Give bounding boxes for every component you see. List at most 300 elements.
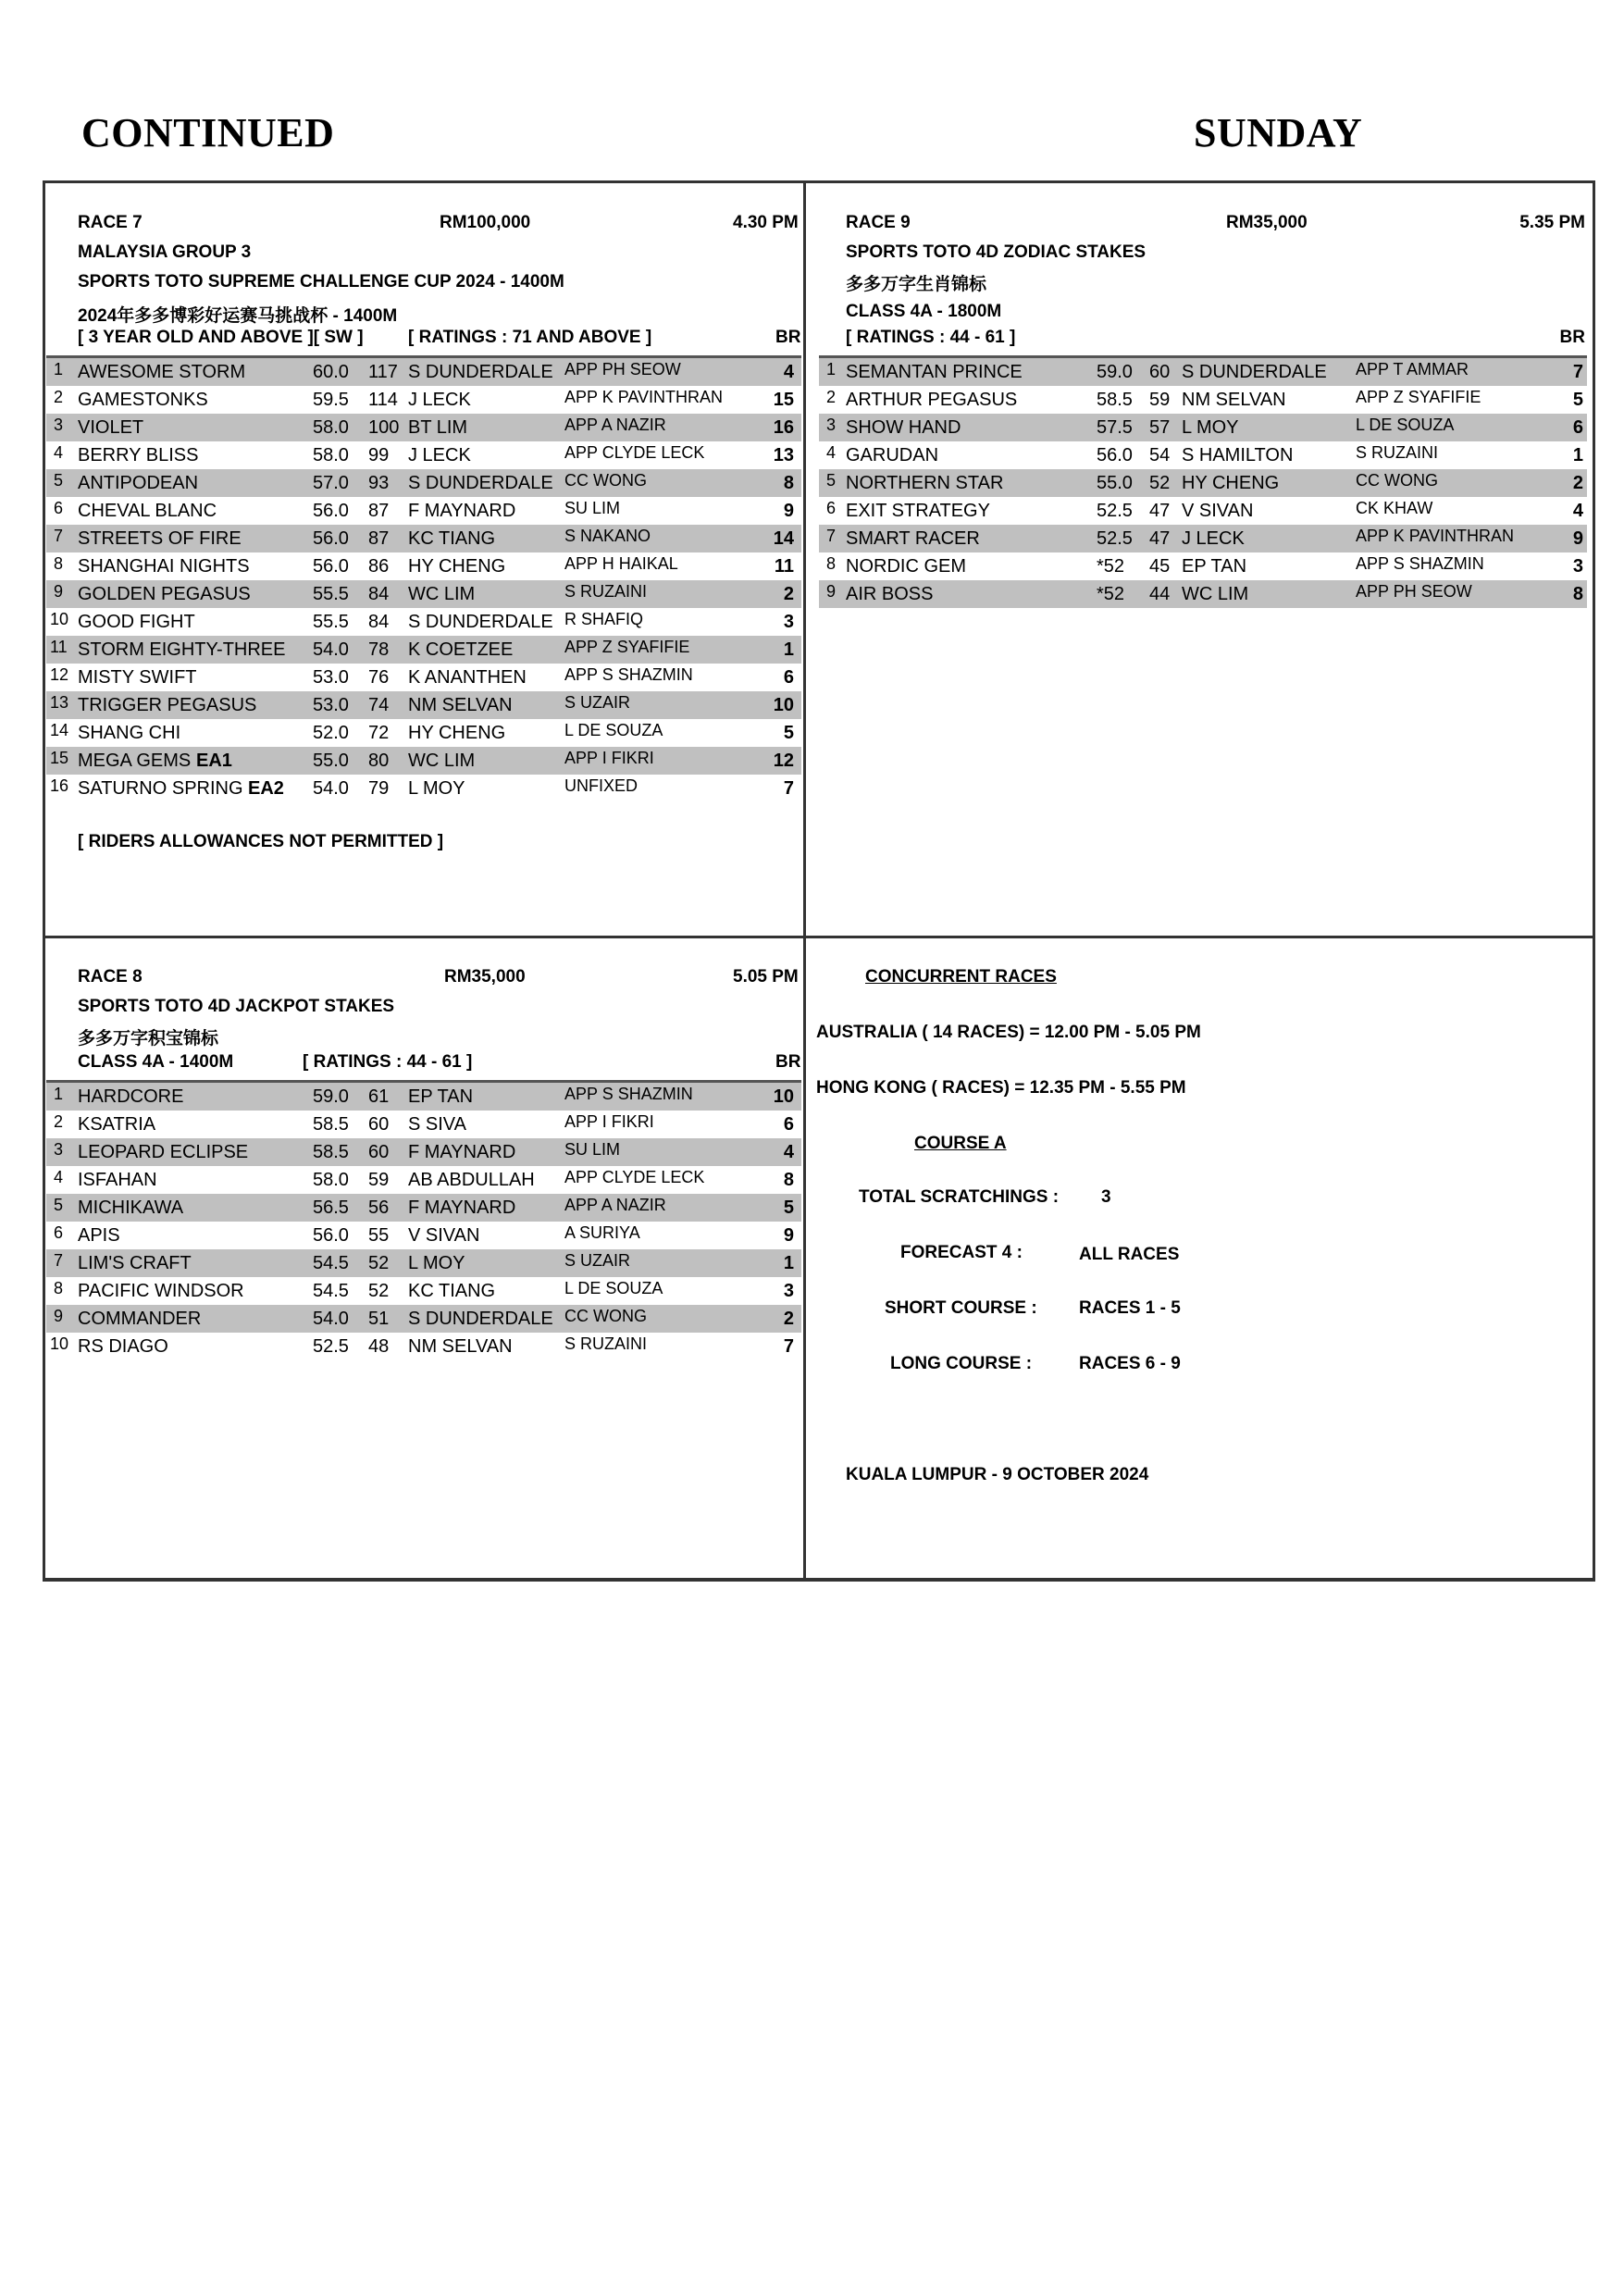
riders-allowance-note: [ RIDERS ALLOWANCES NOT PERMITTED ] — [78, 832, 444, 851]
horse-name: GAMESTONKS — [78, 390, 208, 410]
barrier: 5 — [783, 723, 794, 743]
jockey: EP TAN — [408, 1086, 474, 1107]
horse-number: 14 — [50, 721, 69, 739]
horse-number: 2 — [826, 388, 837, 406]
rating: 56 — [368, 1198, 390, 1218]
horse-name: NORDIC GEM — [846, 556, 966, 577]
rating: 99 — [368, 445, 390, 465]
weight: 60.0 — [313, 362, 349, 382]
column-divider — [803, 180, 806, 1582]
jockey: AB ABDULLAH — [408, 1170, 535, 1190]
horse-name: SHANG CHI — [78, 723, 181, 743]
total-scratchings-value: 3 — [1101, 1187, 1111, 1207]
jockey: KC TIANG — [408, 1281, 496, 1301]
jockey: WC LIM — [408, 751, 476, 771]
race-grade: MALAYSIA GROUP 3 — [78, 242, 252, 262]
jockey: K COETZEE — [408, 639, 514, 660]
horse-number: 16 — [50, 776, 69, 795]
rating: 74 — [368, 695, 390, 715]
rating: 60 — [368, 1142, 390, 1162]
trainer: APP CLYDE LECK — [564, 443, 705, 462]
horse-name: STREETS OF FIRE — [78, 528, 242, 549]
horse-number: 9 — [826, 582, 837, 601]
weight: 58.0 — [313, 417, 349, 438]
race-ratings: [ RATINGS : 44 - 61 ] — [846, 328, 1016, 347]
total-scratchings-label: TOTAL SCRATCHINGS : — [859, 1187, 1060, 1207]
race-name-chinese: 2024年多多博彩好运赛马挑战杯 - 1400M — [78, 306, 398, 326]
horse-number: 3 — [54, 1140, 64, 1159]
entry-row — [46, 691, 801, 719]
horse-number: 11 — [50, 638, 68, 656]
horse-number: 1 — [826, 360, 837, 379]
rating: 54 — [1149, 445, 1171, 465]
jockey: EP TAN — [1182, 556, 1247, 577]
weight: 55.5 — [313, 584, 349, 604]
jockey: S DUNDERDALE — [408, 612, 553, 632]
horse-name: STORM EIGHTY-THREE — [78, 639, 286, 660]
horse-number: 12 — [50, 665, 69, 684]
rating: 45 — [1149, 556, 1171, 577]
emergency-acceptor: EA2 — [248, 778, 284, 799]
horse-name: SHANGHAI NIGHTS — [78, 556, 250, 577]
short-course-label: SHORT COURSE : — [885, 1298, 1037, 1318]
trainer: APP A NAZIR — [564, 1196, 666, 1214]
header-day: SUNDAY — [1194, 110, 1363, 155]
entry-row — [46, 1305, 801, 1333]
trainer: APP PH SEOW — [564, 360, 681, 379]
race-9-panel — [819, 213, 1587, 608]
barrier: 3 — [1572, 556, 1583, 577]
entry-row — [46, 1249, 801, 1277]
emergency-acceptor: EA1 — [196, 751, 232, 771]
jockey: NM SELVAN — [408, 1336, 513, 1357]
rating: 47 — [1149, 528, 1171, 549]
barrier: 4 — [783, 362, 794, 382]
horse-number: 10 — [50, 1334, 69, 1353]
entry-row — [46, 747, 801, 775]
race-number: RACE 8 — [78, 967, 143, 987]
trainer: CK KHAW — [1356, 499, 1433, 517]
race-time: 5.35 PM — [1519, 213, 1585, 232]
weight: 56.0 — [313, 556, 349, 577]
horse-number: 7 — [54, 527, 64, 545]
weight: 52.5 — [1097, 528, 1133, 549]
entry-row — [46, 1111, 801, 1138]
trainer: S UZAIR — [564, 693, 631, 712]
weight: 54.5 — [313, 1281, 349, 1301]
race-name-chinese: 多多万字生肖锦标 — [846, 275, 987, 294]
barrier: 8 — [1572, 584, 1583, 604]
horse-name: TRIGGER PEGASUS — [78, 695, 257, 715]
trainer: APP T AMMAR — [1356, 360, 1469, 379]
entry-row — [819, 414, 1587, 441]
race-class: CLASS 4A - 1800M — [846, 302, 1002, 321]
rating: 79 — [368, 778, 390, 799]
race-ratings: [ RATINGS : 44 - 61 ] — [303, 1052, 473, 1072]
jockey: S DUNDERDALE — [1182, 362, 1327, 382]
trainer: L DE SOUZA — [564, 1279, 663, 1297]
barrier: 2 — [783, 1309, 794, 1329]
jockey: S DUNDERDALE — [408, 1309, 553, 1329]
weight: 58.0 — [313, 1170, 349, 1190]
trainer: L DE SOUZA — [564, 721, 663, 739]
forecast-label: FORECAST 4 : — [900, 1243, 1023, 1262]
horse-number: 5 — [54, 471, 64, 490]
horse-name: EXIT STRATEGY — [846, 501, 990, 521]
trainer: CC WONG — [1356, 471, 1438, 490]
barrier-header: BR — [775, 328, 801, 347]
horse-name: LEOPARD ECLIPSE — [78, 1142, 249, 1162]
horse-name: ANTIPODEAN — [78, 473, 199, 493]
jockey: L MOY — [408, 778, 465, 799]
trainer: CC WONG — [564, 1307, 647, 1325]
jockey: F MAYNARD — [408, 1198, 516, 1218]
race-time: 4.30 PM — [733, 213, 799, 232]
concurrent-races-title: CONCURRENT RACES — [865, 967, 1057, 987]
horse-name: SMART RACER — [846, 528, 980, 549]
barrier: 9 — [783, 1225, 794, 1246]
horse-number: 4 — [54, 1168, 64, 1186]
horse-number: 5 — [826, 471, 837, 490]
entry-row — [46, 1277, 801, 1305]
trainer: S RUZAINI — [564, 1334, 648, 1353]
barrier: 1 — [1572, 445, 1583, 465]
trainer: S NAKANO — [564, 527, 651, 545]
concurrent-hongkong: HONG KONG ( RACES) = 12.35 PM - 5.55 PM — [816, 1078, 1186, 1098]
jockey: HY CHENG — [408, 556, 506, 577]
barrier-header: BR — [775, 1052, 801, 1072]
jockey: V SIVAN — [408, 1225, 480, 1246]
entry-row — [46, 441, 801, 469]
forecast-value: ALL RACES — [1079, 1245, 1180, 1264]
rating: 100 — [368, 417, 400, 438]
race-7-panel — [46, 213, 801, 852]
rating: 55 — [368, 1225, 390, 1246]
jockey: J LECK — [1182, 528, 1245, 549]
barrier: 15 — [773, 390, 794, 410]
horse-name: SATURNO SPRING — [78, 778, 243, 799]
rating: 52 — [368, 1281, 390, 1301]
entry-row — [819, 441, 1587, 469]
entry-row — [819, 525, 1587, 552]
trainer: APP S SHAZMIN — [1356, 554, 1484, 573]
horse-number: 6 — [54, 499, 64, 517]
jockey: L MOY — [1182, 417, 1239, 438]
jockey: NM SELVAN — [408, 695, 513, 715]
barrier: 7 — [783, 1336, 794, 1357]
barrier: 5 — [783, 1198, 794, 1218]
jockey: WC LIM — [1182, 584, 1249, 604]
rating: 52 — [368, 1253, 390, 1273]
course-label: COURSE A — [914, 1134, 1007, 1153]
horse-number: 10 — [50, 610, 69, 628]
horse-name: GARUDAN — [846, 445, 939, 465]
entry-row — [46, 552, 801, 580]
weight: 55.0 — [313, 751, 349, 771]
jockey: K ANANTHEN — [408, 667, 527, 688]
weight: 55.0 — [1097, 473, 1133, 493]
race-ratings: [ RATINGS : 71 AND ABOVE ] — [408, 328, 652, 347]
trainer: APP I FIKRI — [564, 1112, 654, 1131]
horse-name: MEGA GEMS — [78, 751, 192, 771]
horse-name: HARDCORE — [78, 1086, 184, 1107]
trainer: APP K PAVINTHRAN — [564, 388, 724, 406]
rating: 61 — [368, 1086, 390, 1107]
weight: 56.0 — [1097, 445, 1133, 465]
barrier: 8 — [783, 1170, 794, 1190]
rating: 87 — [368, 528, 390, 549]
entry-row — [46, 414, 801, 441]
race-name: SPORTS TOTO SUPREME CHALLENGE CUP 2024 - 1400M — [78, 272, 564, 292]
horse-name: NORTHERN STAR — [846, 473, 1004, 493]
barrier: 14 — [773, 528, 794, 549]
horse-number: 9 — [54, 582, 64, 601]
weight: 54.0 — [313, 778, 349, 799]
rating: 86 — [368, 556, 390, 577]
long-course-label: LONG COURSE : — [890, 1354, 1033, 1373]
race-prize: RM35,000 — [1226, 213, 1308, 232]
rating: 52 — [1149, 473, 1171, 493]
trainer: A SURIYA — [564, 1223, 640, 1242]
jockey: F MAYNARD — [408, 501, 516, 521]
jockey: BT LIM — [408, 417, 468, 438]
weight: 56.0 — [313, 501, 349, 521]
weight: 56.5 — [313, 1198, 349, 1218]
trainer: APP H HAIKAL — [564, 554, 678, 573]
weight: 58.5 — [313, 1114, 349, 1135]
weight: 59.0 — [1097, 362, 1133, 382]
race-prize: RM100,000 — [440, 213, 531, 232]
header-continued: CONTINUED — [81, 110, 335, 155]
barrier: 13 — [773, 445, 794, 465]
barrier: 6 — [783, 667, 794, 688]
rating: 48 — [368, 1336, 390, 1357]
horse-number: 8 — [826, 554, 837, 573]
rating: 87 — [368, 501, 390, 521]
entry-row — [819, 580, 1587, 608]
barrier: 7 — [1572, 362, 1583, 382]
entry-row — [819, 358, 1587, 386]
entry-row — [46, 386, 801, 414]
rating: 72 — [368, 723, 390, 743]
weight: 52.5 — [313, 1336, 349, 1357]
trainer: S RUZAINI — [1356, 443, 1439, 462]
rating: 60 — [1149, 362, 1171, 382]
horse-name: VIOLET — [78, 417, 144, 438]
rating: 78 — [368, 639, 390, 660]
race-8-entries — [46, 1080, 801, 1360]
weight: *52 — [1097, 584, 1125, 604]
race-prize: RM35,000 — [444, 967, 526, 987]
horse-number: 9 — [54, 1307, 64, 1325]
horse-name: GOOD FIGHT — [78, 612, 195, 632]
entry-row — [46, 775, 801, 802]
horse-name: COMMANDER — [78, 1309, 202, 1329]
barrier: 7 — [783, 778, 794, 799]
weight: 52.0 — [313, 723, 349, 743]
barrier: 5 — [1572, 390, 1583, 410]
horse-name: SEMANTAN PRINCE — [846, 362, 1023, 382]
horse-name: SHOW HAND — [846, 417, 961, 438]
trainer: APP A NAZIR — [564, 416, 666, 434]
barrier: 4 — [1572, 501, 1583, 521]
trainer: S RUZAINI — [564, 582, 648, 601]
race-8-panel — [46, 967, 801, 1360]
horse-number: 2 — [54, 1112, 64, 1131]
race-conditions: [ 3 YEAR OLD AND ABOVE ][ SW ] — [78, 328, 364, 347]
horse-number: 8 — [54, 1279, 64, 1297]
horse-name: CHEVAL BLANC — [78, 501, 217, 521]
trainer: SU LIM — [564, 1140, 621, 1159]
horse-number: 15 — [50, 749, 69, 767]
weight: 54.0 — [313, 639, 349, 660]
meeting-date-footer: KUALA LUMPUR - 9 OCTOBER 2024 — [846, 1465, 1149, 1484]
horse-name: ARTHUR PEGASUS — [846, 390, 1018, 410]
jockey: KC TIANG — [408, 528, 496, 549]
rating: 80 — [368, 751, 390, 771]
weight: 53.0 — [313, 695, 349, 715]
race-class: CLASS 4A - 1400M — [78, 1052, 234, 1072]
jockey: F MAYNARD — [408, 1142, 516, 1162]
trainer: APP I FIKRI — [564, 749, 654, 767]
race-name-chinese: 多多万字积宝锦标 — [78, 1029, 219, 1049]
horse-number: 7 — [54, 1251, 64, 1270]
weight: 59.0 — [313, 1086, 349, 1107]
horse-number: 6 — [54, 1223, 64, 1242]
jockey: HY CHENG — [408, 723, 506, 743]
horse-name: APIS — [78, 1225, 120, 1246]
rating: 76 — [368, 667, 390, 688]
jockey: L MOY — [408, 1253, 465, 1273]
horse-number: 1 — [54, 360, 64, 379]
race-name: SPORTS TOTO 4D JACKPOT STAKES — [78, 997, 395, 1016]
rating: 117 — [368, 362, 398, 382]
barrier: 10 — [773, 1086, 794, 1107]
entry-row — [46, 580, 801, 608]
jockey: J LECK — [408, 445, 471, 465]
weight: 58.5 — [313, 1142, 349, 1162]
horse-name: RS DIAGO — [78, 1336, 168, 1357]
barrier: 10 — [773, 695, 794, 715]
race-name: SPORTS TOTO 4D ZODIAC STAKES — [846, 242, 1147, 262]
barrier: 1 — [783, 1253, 794, 1273]
entry-row — [819, 497, 1587, 525]
entry-row — [46, 1083, 801, 1111]
entry-row — [46, 1166, 801, 1194]
trainer: APP PH SEOW — [1356, 582, 1472, 601]
trainer: APP Z SYAFIFIE — [564, 638, 690, 656]
entry-row — [46, 1138, 801, 1166]
horse-name: KSATRIA — [78, 1114, 156, 1135]
jockey: NM SELVAN — [1182, 390, 1286, 410]
weight: 57.0 — [313, 473, 349, 493]
horse-number: 13 — [50, 693, 69, 712]
race-9-entries — [819, 355, 1587, 608]
weight: *52 — [1097, 556, 1125, 577]
weight: 56.0 — [313, 1225, 349, 1246]
meeting-info-panel — [814, 967, 1582, 1522]
barrier: 1 — [783, 639, 794, 660]
trainer: UNFIXED — [564, 776, 638, 795]
horse-name: PACIFIC WINDSOR — [78, 1281, 244, 1301]
weight: 54.5 — [313, 1253, 349, 1273]
horse-number: 2 — [54, 388, 64, 406]
trainer: APP S SHAZMIN — [564, 1085, 693, 1103]
rating: 59 — [1149, 390, 1171, 410]
rating: 84 — [368, 584, 390, 604]
short-course-value: RACES 1 - 5 — [1079, 1298, 1181, 1318]
barrier: 6 — [1572, 417, 1583, 438]
horse-name: ISFAHAN — [78, 1170, 157, 1190]
jockey: J LECK — [408, 390, 471, 410]
horse-name: MICHIKAWA — [78, 1198, 184, 1218]
barrier: 6 — [783, 1114, 794, 1135]
weight: 58.0 — [313, 445, 349, 465]
barrier: 16 — [773, 417, 794, 438]
rating: 93 — [368, 473, 390, 493]
entry-row — [819, 469, 1587, 497]
horse-number: 8 — [54, 554, 64, 573]
horse-name: AIR BOSS — [846, 584, 934, 604]
barrier: 12 — [773, 751, 794, 771]
entry-row — [46, 1333, 801, 1360]
weight: 57.5 — [1097, 417, 1133, 438]
weight: 54.0 — [313, 1309, 349, 1329]
row-divider — [43, 936, 1595, 938]
weight: 53.0 — [313, 667, 349, 688]
jockey: HY CHENG — [1182, 473, 1280, 493]
weight: 55.5 — [313, 612, 349, 632]
entry-row — [46, 664, 801, 691]
barrier: 2 — [783, 584, 794, 604]
barrier-header: BR — [1559, 328, 1585, 347]
jockey: S DUNDERDALE — [408, 473, 553, 493]
barrier: 8 — [783, 473, 794, 493]
trainer: L DE SOUZA — [1356, 416, 1455, 434]
trainer: S UZAIR — [564, 1251, 631, 1270]
horse-number: 3 — [54, 416, 64, 434]
entry-row — [46, 469, 801, 497]
horse-number: 4 — [54, 443, 64, 462]
rating: 47 — [1149, 501, 1171, 521]
trainer: APP Z SYAFIFIE — [1356, 388, 1481, 406]
barrier: 4 — [783, 1142, 794, 1162]
race-number: RACE 7 — [78, 213, 143, 232]
trainer: R SHAFIQ — [564, 610, 644, 628]
jockey: S HAMILTON — [1182, 445, 1294, 465]
horse-number: 7 — [826, 527, 837, 545]
weight: 59.5 — [313, 390, 349, 410]
race-number: RACE 9 — [846, 213, 911, 232]
entry-row — [819, 552, 1587, 580]
jockey: S SIVA — [408, 1114, 466, 1135]
rating: 59 — [368, 1170, 390, 1190]
barrier: 9 — [783, 501, 794, 521]
long-course-value: RACES 6 - 9 — [1079, 1354, 1181, 1373]
trainer: SU LIM — [564, 499, 621, 517]
horse-number: 6 — [826, 499, 837, 517]
weight: 52.5 — [1097, 501, 1133, 521]
rating: 84 — [368, 612, 390, 632]
barrier: 11 — [774, 556, 794, 577]
horse-name: AWESOME STORM — [78, 362, 246, 382]
rating: 57 — [1149, 417, 1171, 438]
trainer: APP K PAVINTHRAN — [1356, 527, 1515, 545]
jockey: WC LIM — [408, 584, 476, 604]
entry-row — [46, 1222, 801, 1249]
jockey: S DUNDERDALE — [408, 362, 553, 382]
rating: 51 — [368, 1309, 390, 1329]
